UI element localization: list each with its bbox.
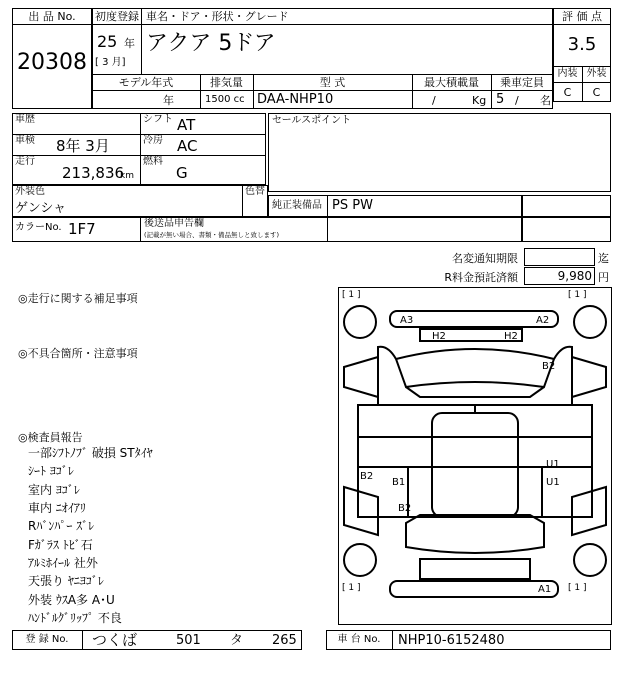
displacement-label: 排気量: [210, 76, 243, 89]
score: 3.5: [567, 34, 597, 55]
ac: AC: [177, 137, 198, 155]
fuel-label: 燃料: [143, 156, 163, 167]
defects-title: ◎不具合箇所・注意事項: [18, 347, 138, 360]
color-no: 1F7: [68, 220, 96, 238]
mark-b2-left: B2: [360, 471, 374, 482]
remark-line: Fｶﾞﾗｽ ﾄﾋﾞ石: [28, 538, 93, 552]
notice-label: 名変通知期限: [452, 252, 518, 265]
score-label: 評 価 点: [562, 10, 602, 23]
remark-line: 車内 ﾆｵｲｱﾘ: [28, 501, 86, 515]
remark-line: Rﾊﾞﾝﾊﾟｰ ｽﾞﾚ: [28, 519, 95, 533]
tire-rear-right: [574, 544, 606, 576]
ac-label: 冷房: [143, 135, 163, 146]
reg-number: 265: [272, 633, 297, 648]
first-reg-month: [ 3 月]: [95, 57, 126, 68]
remark-line: 外装 ｳｽA多 A･U: [28, 593, 115, 607]
vehicle-name: アクア 5ドア: [146, 31, 276, 56]
mark-a2: A2: [536, 315, 550, 326]
car-diagram: [338, 287, 612, 625]
shift: AT: [177, 116, 196, 134]
notice-box: [524, 248, 595, 266]
model-year-unit: 年: [163, 94, 174, 107]
spare-tr: [ 1 ]: [568, 290, 587, 300]
history-label: 車歴: [15, 114, 35, 125]
mark-u1-top: U1: [546, 459, 560, 470]
max-load-unit: Kg: [472, 94, 487, 107]
mark-a3: A3: [400, 315, 414, 326]
mileage-label: 走行: [15, 156, 35, 167]
exterior-label: 外装: [586, 68, 607, 79]
mark-b2-lower: B2: [398, 503, 412, 514]
remark-line: ｱﾙﾐﾎｲｰﾙ 社外: [28, 556, 98, 570]
reg-no-label: 登 録 No.: [25, 634, 69, 645]
displacement: 1500 cc: [205, 94, 245, 105]
recycle-value: 9,980: [557, 269, 592, 283]
color-no-label: カラーNo.: [15, 222, 62, 233]
interior-grade: C: [563, 86, 572, 99]
mark-h2-left: H2: [432, 331, 446, 342]
ext-color: ゲンシャ: [15, 201, 67, 216]
capacity-sep: /: [515, 94, 519, 107]
rear-bumper: [390, 581, 558, 597]
capacity: 5: [496, 92, 505, 107]
equipment-label: 純正装備品: [272, 200, 322, 211]
notice-unit: 迄: [598, 252, 609, 265]
mileage: 213,836: [62, 164, 125, 182]
mark-h2-right: H2: [504, 331, 518, 342]
first-reg-year: 25: [97, 32, 118, 51]
mileage-unit: km: [120, 171, 134, 181]
remark-line: 一部ｼﾌﾄﾉﾌﾞ 破損 STﾀｲﾔ: [28, 446, 153, 460]
spare-tl: [ 1 ]: [342, 290, 361, 300]
lot-no: 20308: [17, 50, 87, 75]
inspector-title: ◎検査員報告: [18, 431, 83, 444]
tire-front-right: [574, 306, 606, 338]
tire-front-left: [344, 306, 376, 338]
shift-label: シフト: [143, 114, 173, 125]
inspection: 8年 3月: [56, 137, 110, 155]
aftersale-label: 後送品申告欄: [144, 218, 204, 229]
first-reg-label: 初度登録: [95, 10, 139, 23]
recycle-label: R料金預託済額: [444, 271, 518, 284]
remark-line: ﾊﾝﾄﾞﾙｸﾞﾘｯﾌﾟ 不良: [28, 611, 122, 625]
model-year-label: モデル年式: [118, 76, 174, 89]
max-load: /: [432, 94, 436, 107]
mark-b1: B1: [392, 477, 406, 488]
reg-area: つくば: [92, 631, 138, 649]
model-label: 型 式: [319, 76, 346, 89]
exterior-grade: C: [592, 86, 601, 99]
hood: [396, 349, 554, 387]
equipment: PS PW: [332, 198, 373, 213]
tire-rear-left: [344, 544, 376, 576]
spare-bl: [ 1 ]: [342, 583, 361, 593]
fuel: G: [176, 164, 188, 182]
inspection-label: 車検: [15, 135, 35, 146]
ext-color-label: 外装色: [15, 186, 45, 197]
roof: [432, 413, 518, 517]
interior-label: 内装: [557, 68, 578, 79]
chassis-label: 車 台 No.: [337, 634, 381, 645]
reg-class: 501: [176, 633, 201, 648]
driving-title: ◎走行に関する補足事項: [18, 292, 138, 305]
sales-point-label: セールスポイント: [272, 115, 352, 126]
model-code: DAA-NHP10: [257, 92, 334, 107]
capacity-unit: 名: [540, 94, 551, 107]
front-bumper: [390, 311, 558, 327]
mark-b2-right: B2: [542, 361, 556, 372]
remark-line: ｼｰﾄ ﾖｺﾞﾚ: [28, 464, 74, 478]
color-change-label: 色替: [245, 186, 265, 197]
lot-no-label: 出 品 No.: [28, 10, 76, 23]
capacity-label: 乗車定員: [500, 76, 544, 89]
spare-br: [ 1 ]: [568, 583, 587, 593]
aftersale-note: (記載が無い場合、書類・備品無しと致します): [144, 231, 280, 239]
mark-u1-bottom: U1: [546, 477, 560, 488]
mark-a1: A1: [538, 584, 552, 595]
remark-line: 天張り ﾔﾆﾖｺﾞﾚ: [28, 574, 104, 588]
recycle-unit: 円: [598, 271, 609, 284]
vehicle-name-label: 車名・ドア・形状・グレード: [146, 10, 289, 23]
rear-window: [420, 559, 530, 579]
chassis-no: NHP10-6152480: [398, 633, 505, 648]
year-unit: 年: [124, 37, 135, 50]
remark-line: 室内 ﾖｺﾞﾚ: [28, 483, 80, 497]
max-load-label: 最大積載量: [424, 76, 479, 89]
reg-kana: タ: [230, 633, 244, 648]
